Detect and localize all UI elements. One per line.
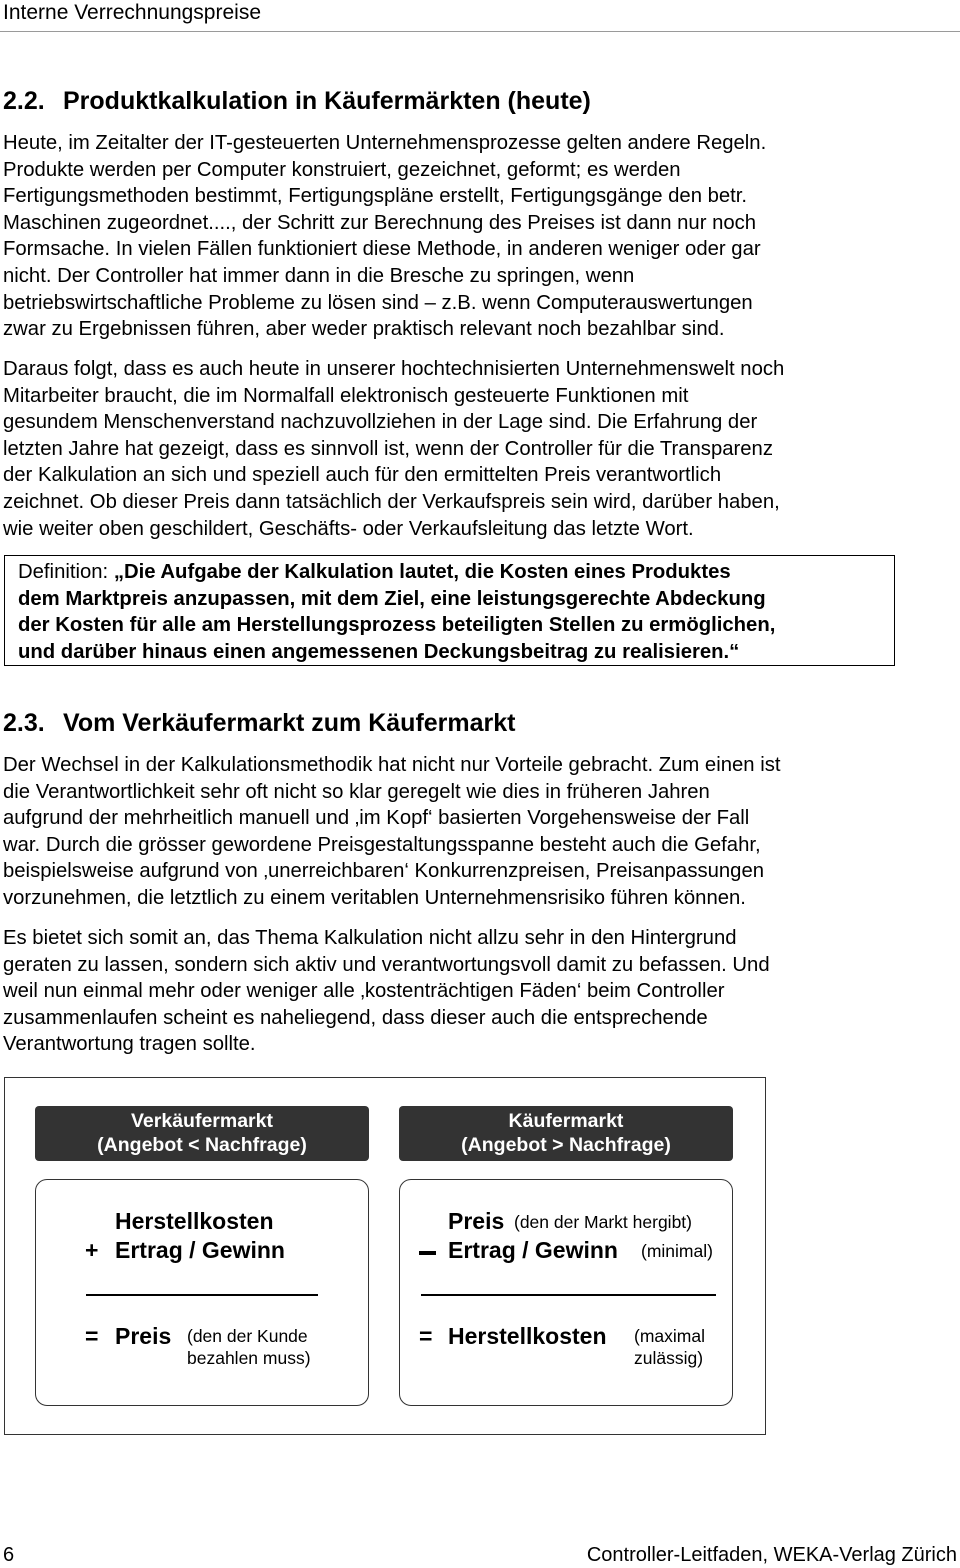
paragraph <box>3 752 903 912</box>
definition-line <box>18 586 894 613</box>
text-line: wie weiter oben geschildert, Geschäfts- oder Verkaufsleitung das letzte Wort. <box>3 517 694 540</box>
formula-note: zulässig) <box>634 1348 704 1368</box>
header-rule <box>0 31 960 32</box>
section-title: Produktkalkulation in Käufermärkten (heute) <box>63 87 591 115</box>
definition-box <box>4 555 895 666</box>
text-line: zusammenlaufen scheint es naheliegend, dass dieser auch die entsprechende <box>3 1006 708 1029</box>
text-line: vorzunehmen, die letztlich zu einem veritablen Unternehmensrisiko führen können. <box>3 886 746 909</box>
buyer-market-formula <box>399 1179 733 1406</box>
definition-text: „Die Aufgabe der Kalkulation lautet, die Kosten eines Produktes <box>113 561 731 583</box>
formula-result: Preis <box>115 1323 172 1349</box>
equals-operator: = <box>419 1323 433 1349</box>
paragraph <box>3 130 903 343</box>
text-line: nicht. Der Controller hat immer dann in die Bresche zu springen, wenn <box>3 264 635 287</box>
minus-operator <box>419 1251 436 1255</box>
definition-label: Definition: <box>18 561 114 583</box>
heading-line: Käufermarkt <box>508 1110 624 1132</box>
formula-term: Herstellkosten <box>115 1208 274 1234</box>
formula-term: Ertrag / Gewinn <box>448 1237 618 1263</box>
plus-operator: + <box>85 1237 99 1263</box>
page-number: 6 <box>3 1544 15 1566</box>
text-line: betriebswirtschaftliche Probleme zu lösen sind – z.B. wenn Computerauswertungen <box>3 291 753 314</box>
section-number: 2.3. <box>3 709 45 737</box>
text-line: weil nun einmal mehr oder weniger alle ‚kostenträchtigen Fäden‘ beim Controller <box>3 980 725 1003</box>
section-number: 2.2. <box>3 87 45 115</box>
formula-note: (minimal) <box>641 1241 713 1261</box>
text-line: Der Wechsel in der Kalkulationsmethodik hat nicht nur Vorteile gebracht. Zum einen ist <box>3 754 781 776</box>
text-line: die Verantwortlichkeit sehr oft nicht so klar geregelt wie dies in früheren Jahren <box>3 780 710 803</box>
text-line: zeichnet. Ob dieser Preis dann tatsächlich der Verkaufspreis sein wird, darüber haben, <box>3 490 780 513</box>
formula-note: bezahlen muss) <box>187 1348 311 1368</box>
heading-line: Verkäufermarkt <box>130 1110 273 1132</box>
seller-market-formula <box>35 1179 369 1406</box>
seller-market-heading <box>35 1106 369 1161</box>
definition-text: der Kosten für alle am Herstellungsprozess beteiligten Stellen zu ermöglichen, <box>18 614 776 637</box>
formula-term: Preis <box>448 1208 505 1234</box>
definition-text: dem Marktpreis anzupassen, mit dem Ziel, eine leistungsgerechte Abdeckung <box>18 587 766 610</box>
text-line: zwar zu Ergebnissen führen, aber weder praktisch relevant noch bezahlbar sind. <box>3 318 725 341</box>
text-line: gesundem Menschenverstand nachzuvollziehen in der Lage sind. Die Erfahrung der <box>3 411 758 434</box>
definition-line <box>18 639 894 666</box>
text-line: Fertigungsmethoden bestimmt, Fertigungspläne erstellt, Fertigungsgänge den betr. <box>3 185 748 208</box>
sum-rule <box>86 1294 318 1296</box>
paragraph <box>3 925 903 1058</box>
paragraph <box>3 356 903 542</box>
definition-line <box>18 559 894 586</box>
heading-line: (Angebot > Nachfrage) <box>461 1134 671 1156</box>
text-line: war. Durch die grösser gewordene Preisgestaltungsspanne besteht auch die Gefahr, <box>3 833 761 856</box>
text-line: Daraus folgt, dass es auch heute in unserer hochtechnisierten Unternehmenswelt noch <box>3 358 785 380</box>
definition-line <box>18 612 894 639</box>
text-line: letzten Jahre hat gezeigt, dass es sinnvoll ist, wenn der Controller für die Transparenz <box>3 437 773 460</box>
text-line: Heute, im Zeitalter der IT-gesteuerten Unternehmensprozesse gelten andere Regeln. <box>3 132 767 154</box>
buyer-market-heading <box>399 1106 733 1161</box>
section-heading-2-3 <box>3 708 516 738</box>
text-line: Mitarbeiter braucht, die im Normalfall elektronisch gesteuerte Funktionen mit <box>3 384 689 407</box>
text-line: der Kalkulation an sich und speziell auch für den ermittelten Preis verantwortlich <box>3 464 722 487</box>
running-header: Interne Verrechnungspreise <box>3 1 261 24</box>
text-line: geraten zu lassen, sondern sich aktiv und verantwortungsvoll damit zu befassen. Und <box>3 953 770 976</box>
footer-publisher: Controller-Leitfaden, WEKA-Verlag Zürich <box>586 1544 957 1566</box>
text-line: Formsache. In vielen Fällen funktioniert diese Methode, in anderen weniger oder gar <box>3 238 761 261</box>
text-line: Maschinen zugeordnet...., der Schritt zur Berechnung des Preises ist dann nur noch <box>3 211 757 234</box>
formula-note: (den der Markt hergibt) <box>514 1212 692 1232</box>
text-line: Produkte werden per Computer konstruiert, gezeichnet, geformt; es werden <box>3 158 681 181</box>
equals-operator: = <box>85 1323 99 1349</box>
market-comparison-figure <box>4 1077 766 1435</box>
formula-term: Ertrag / Gewinn <box>115 1237 285 1263</box>
section-title: Vom Verkäufermarkt zum Käufermarkt <box>63 709 516 737</box>
section-heading-2-2 <box>3 86 591 116</box>
text-line: Verantwortung tragen sollte. <box>3 1033 256 1056</box>
formula-result: Herstellkosten <box>448 1323 607 1349</box>
text-line: beispielsweise aufgrund von ‚unerreichbaren‘ Konkurrenzpreisen, Preisanpassungen <box>3 860 765 883</box>
text-line: aufgrund der mehrheitlich manuell und ‚im Kopf‘ basierten Vorgehensweise der Fall <box>3 807 750 830</box>
formula-note: (den der Kunde <box>187 1326 308 1346</box>
heading-line: (Angebot < Nachfrage) <box>97 1134 307 1156</box>
text-line: Es bietet sich somit an, das Thema Kalkulation nicht allzu sehr in den Hintergrund <box>3 927 737 949</box>
definition-text: und darüber hinaus einen angemessenen Deckungsbeitrag zu realisieren.“ <box>18 640 740 663</box>
difference-rule <box>421 1294 716 1296</box>
formula-note: (maximal <box>634 1326 705 1346</box>
